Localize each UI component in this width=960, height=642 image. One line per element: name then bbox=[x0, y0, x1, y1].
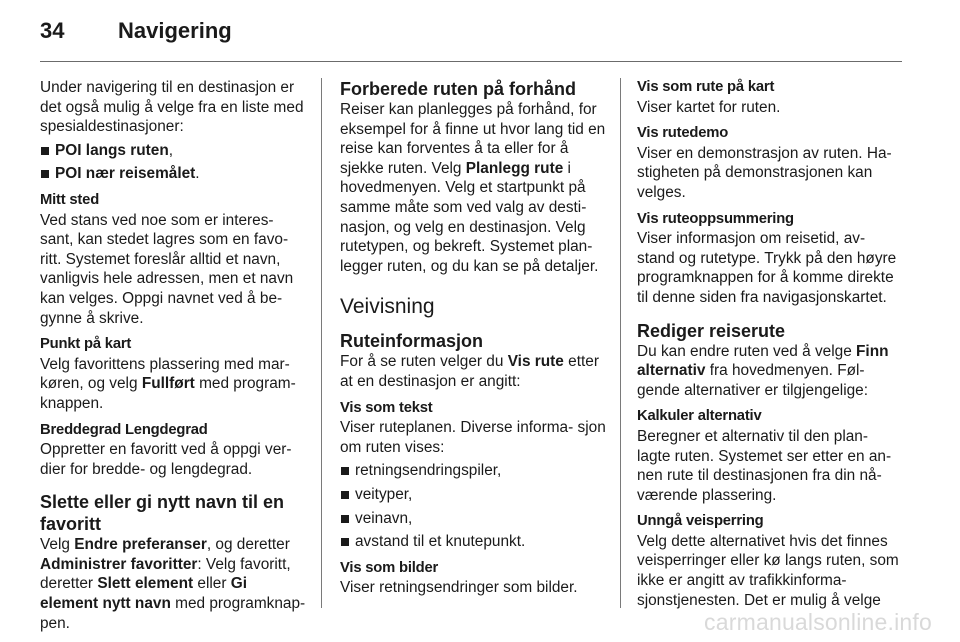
unnga-label: Unngå veisperring bbox=[637, 513, 764, 530]
column-3 bbox=[637, 78, 905, 610]
bullet-square-icon bbox=[41, 147, 49, 155]
rutedemo-label: Vis rutedemo bbox=[637, 125, 729, 142]
ruteoppsummering-text: Viser informasjon om reisetid, av- stand og rutetype. Trykk på den høyre programknappen for å komme direkte til denne siden fra navigasjonskartet. bbox=[637, 230, 897, 306]
breddegrad-text: Oppretter en favoritt ved å oppgi ver- dier for bredde- og lengdegrad. bbox=[40, 441, 292, 478]
bullet-square-icon bbox=[41, 170, 49, 178]
rediger-text: Du kan endre ruten ved å velge Finn alternativ fra hovedmenyen. Føl- gende alternativer er tilgjengelige: bbox=[637, 342, 889, 399]
unnga-text: Velg dette alternativet hvis det finnes veisperringer eller kø langs ruten, som ikke er angitt av trafikkinforma- sjonstjenesten. Det er mulig å velge bbox=[637, 532, 899, 609]
ruteinformasjon-text: For å se ruten velger du Vis rute etter at en destinasjon er angitt: bbox=[340, 353, 599, 390]
forberede-text: Reiser kan planlegges på forhånd, for eksempel for å finne ut hvor lang tid en reise kan forventes å ta eller for å sjekke ruten. Velg Planlegg rute i hovedmenyen. Velg et startpunkt på samme måte som ved valg av desti- nasjon, og velg en destinasjon. Velg rutetypen, og bekreft. Systemet plan- legger ruten, og du kan se på detaljer. bbox=[340, 101, 606, 275]
column-divider-2 bbox=[620, 78, 621, 608]
mitt-sted-text: Ved stans ved noe som er interes- sant, kan stedet lagres som en favo- ritt. Systemet foreslår alltid et navn, vanligvis hele adressen, men et navn kan velges. Oppgi navnet ved å be- gynne å skrive. bbox=[40, 211, 294, 327]
breddegrad-label: Breddegrad Lengdegrad bbox=[40, 421, 208, 438]
bullet-square-icon bbox=[341, 467, 349, 475]
punkt-pa-kart-text: Velg favorittens plassering med mar- køren, og velg Fullført med program- knappen. bbox=[40, 355, 296, 412]
punkt-pa-kart-label: Punkt på kart bbox=[40, 336, 132, 353]
kalkuler-label: Kalkuler alternativ bbox=[637, 408, 762, 425]
watermark: carmanualsonline.info bbox=[704, 609, 932, 635]
list-item: POI nær reisemålet. bbox=[40, 164, 308, 184]
kalkuler-text: Beregner et alternativ til den plan- lagte ruten. Systemet ser etter en an- nen rute til destinasjonen fra din nå- værende plassering. bbox=[637, 427, 892, 504]
vis-som-bilder-text: Viser retningsendringer som bilder. bbox=[340, 579, 578, 597]
vis-som-bilder-label: Vis som bilder bbox=[340, 559, 439, 576]
vis-rute-kart-label: Vis som rute på kart bbox=[637, 79, 775, 95]
rediger-heading: Rediger reiserute bbox=[637, 320, 786, 341]
rutedemo-text: Viser en demonstrasjon av ruten. Ha- stigheten på demonstrasjonen kan velges. bbox=[637, 144, 892, 201]
bullet-square-icon bbox=[341, 491, 349, 499]
route-info-list bbox=[340, 461, 608, 551]
list-item: avstand til et knutepunkt. bbox=[340, 532, 608, 552]
ruteoppsummering-label: Vis ruteoppsummering bbox=[637, 210, 794, 227]
bullet-square-icon bbox=[341, 515, 349, 523]
forberede-heading: Forberede ruten på forhånd bbox=[340, 79, 577, 99]
column-1 bbox=[40, 78, 308, 633]
vis-som-tekst-label: Vis som tekst bbox=[340, 399, 433, 416]
vis-som-tekst-text: Viser ruteplanen. Diverse informa- sjon om ruten vises: bbox=[340, 419, 606, 456]
page-title: Navigering bbox=[118, 18, 232, 43]
poi-list bbox=[40, 141, 308, 184]
page-number: 34 bbox=[40, 18, 65, 43]
ruteinformasjon-heading: Ruteinformasjon bbox=[340, 331, 484, 352]
list-item: veinavn, bbox=[340, 509, 608, 529]
header-rule bbox=[40, 61, 902, 62]
slette-heading: Slette eller gi nytt navn til en favoritt bbox=[40, 492, 285, 535]
vis-rute-kart-text: Viser kartet for ruten. bbox=[637, 98, 781, 116]
column-divider-1 bbox=[321, 78, 322, 608]
list-item: retningsendringspiler, bbox=[340, 461, 608, 481]
list-item: POI langs ruten, bbox=[40, 141, 308, 161]
bullet-square-icon bbox=[341, 538, 349, 546]
list-item: veityper, bbox=[340, 485, 608, 505]
intro-text: Under navigering til en destinasjon er det også mulig å velge fra en liste med spesialdestinasjoner: bbox=[40, 79, 304, 136]
mitt-sted-label: Mitt sted bbox=[40, 191, 100, 208]
column-2 bbox=[340, 78, 608, 598]
slette-text: Velg Endre preferanser, og deretter Administrer favoritter: Velg favoritt, deretter Slett element eller Gi element nytt navn med programknap- pen. bbox=[40, 536, 306, 632]
veivisning-heading: Veivisning bbox=[340, 295, 435, 319]
